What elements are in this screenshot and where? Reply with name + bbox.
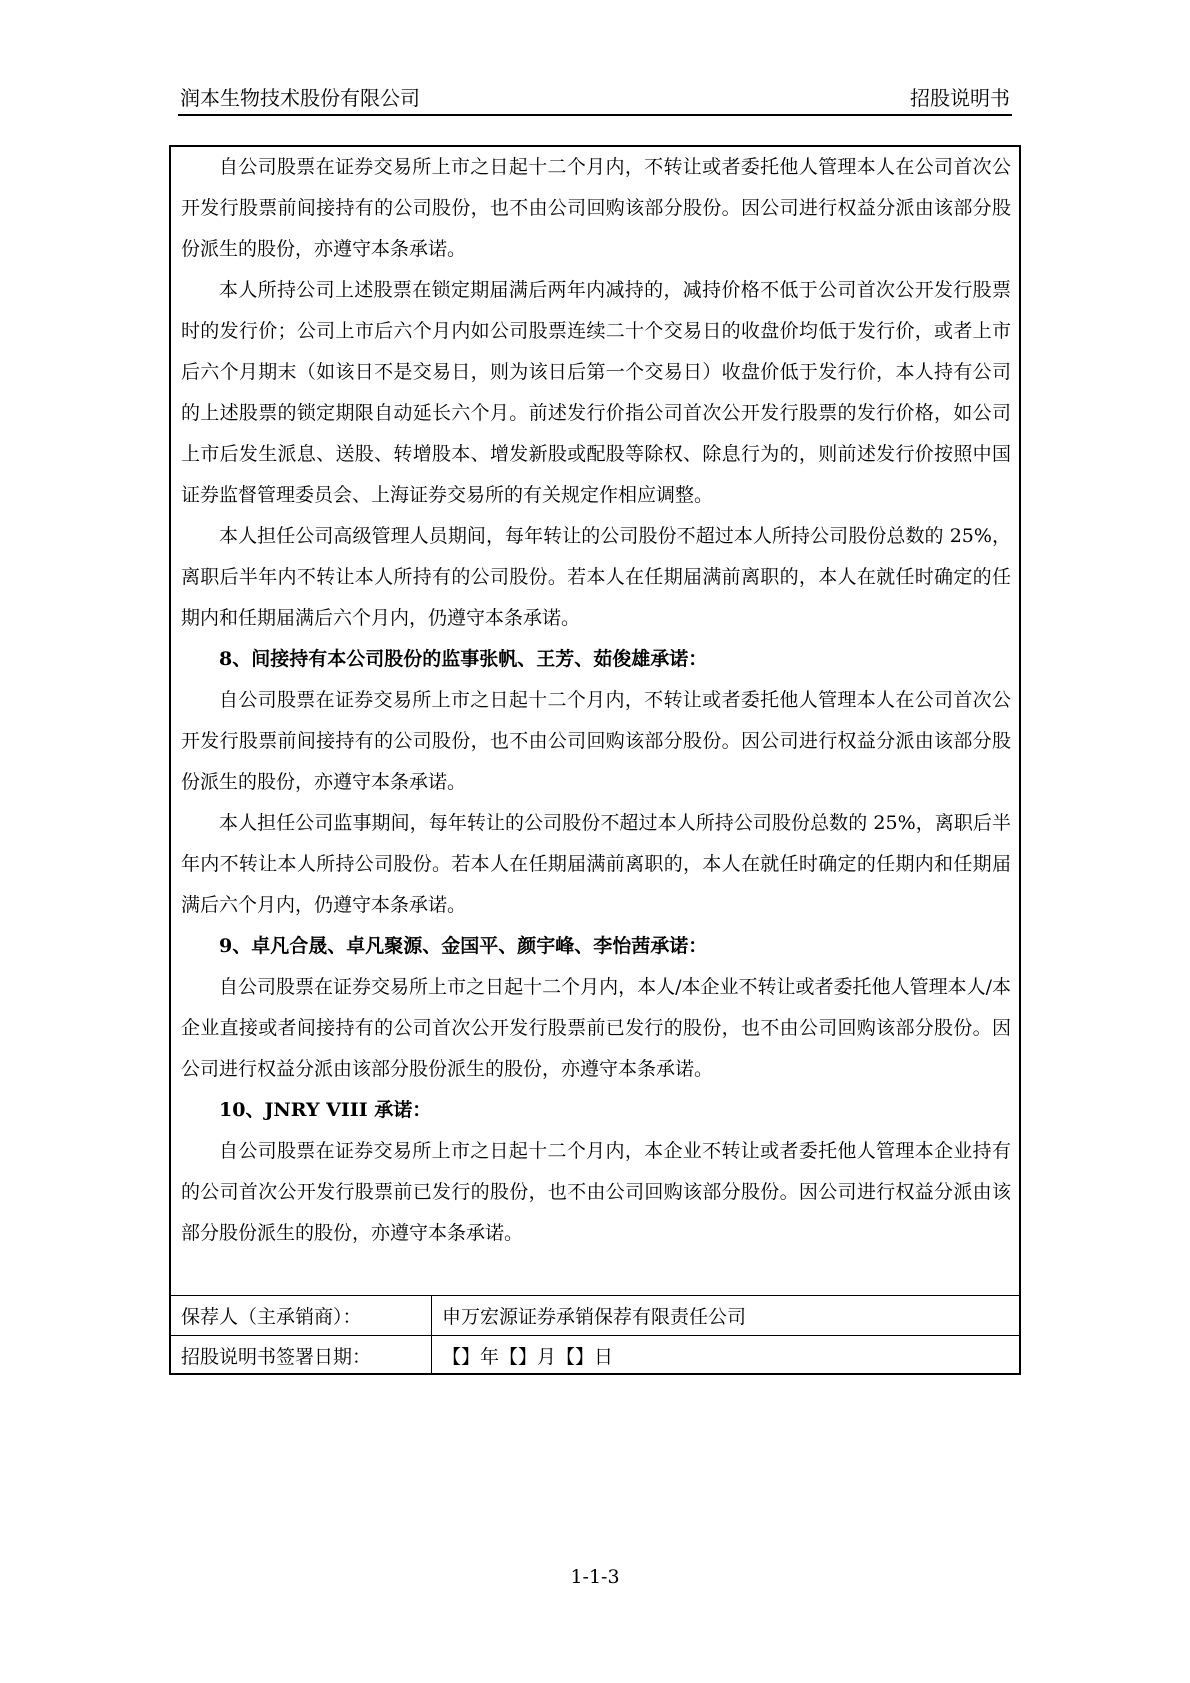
paragraph-supervisors-transfer: 本人担任公司监事期间，每年转让的公司股份不超过本人所持公司股份总数的 25%，离职后半年内不转让本人所持公司股份。若本人在任期届满前离职的，本人在就任时确定的任期内和任期届满后六个月内，仍遵守本条承诺。: [181, 812, 1011, 916]
paragraph-supervisors-lockup: 自公司股票在证券交易所上市之日起十二个月内，不转让或者委托他人管理本人在公司首次公开发行股票前间接持有的公司股份，也不由公司回购该部分股份。因公司进行权益分派由该部分股份派生的股份，亦遵守本条承诺。: [181, 689, 1011, 793]
date-label: 招股说明书签署日期：: [171, 1336, 432, 1376]
header-company: 润本生物技术股份有限公司: [180, 86, 420, 110]
sponsor-value: 申万宏源证券承销保荐有限责任公司: [432, 1296, 1020, 1336]
table-row: [171, 1296, 1019, 1336]
paragraph-jnry-lockup: 自公司股票在证券交易所上市之日起十二个月内，本企业不转让或者委托他人管理本企业持有的公司首次公开发行股票前已发行的股份，也不由公司回购该部分股份。因公司进行权益分派由该部分股份派生的股份，亦遵守本条承诺。: [181, 1140, 1011, 1244]
heading-item-10: 10、JNRY VIII 承诺：: [219, 1099, 432, 1121]
content-frame: [169, 145, 1021, 1375]
header-rule: [178, 114, 1012, 116]
heading-item-8: 8、间接持有本公司股份的监事张帆、王芳、茹俊雄承诺：: [219, 648, 708, 670]
date-value: 【】年【】月【】日: [432, 1336, 1020, 1376]
page-number: 1-1-3: [570, 1566, 620, 1588]
table-row: [171, 1336, 1019, 1376]
paragraph-reduction-price: 本人所持公司上述股票在锁定期届满后两年内减持的，减持价格不低于公司首次公开发行股票时的发行价；公司上市后六个月内如公司股票连续二十个交易日的收盘价均低于发行价，或者上市后六个月期末（如该日不是交易日，则为该日后第一个交易日）收盘价低于发行价，本人持有公司的上述股票的锁定期限自动延长六个月。前述发行价指公司首次公开发行股票的发行价格，如公司上市后发生派息、送股、转增股本、增发新股或配股等除权、除息行为的，则前述发行价按照中国证券监督管理委员会、上海证券交易所的有关规定作相应调整。: [181, 279, 1011, 506]
paragraph-senior-management: 本人担任公司高级管理人员期间，每年转让的公司股份不超过本人所持公司股份总数的 25%，离职后半年内不转让本人所持有的公司股份。若本人在任期届满前离职的，本人在就任时确定的任期内和任期届满后六个月内，仍遵守本条承诺。: [181, 525, 1011, 629]
paragraph-lockup-indirect: 自公司股票在证券交易所上市之日起十二个月内，不转让或者委托他人管理本人在公司首次公开发行股票前间接持有的公司股份，也不由公司回购该部分股份。因公司进行权益分派由该部分股份派生的股份，亦遵守本条承诺。: [181, 156, 1011, 260]
paragraph-shareholders-lockup: 自公司股票在证券交易所上市之日起十二个月内，本人/本企业不转让或者委托他人管理本人/本企业直接或者间接持有的公司首次公开发行股票前已发行的股份，也不由公司回购该部分股份。因公司进行权益分派由该部分股份派生的股份，亦遵守本条承诺。: [181, 976, 1011, 1080]
signature-table: [171, 1295, 1019, 1375]
header-doc-type: 招股说明书: [910, 86, 1010, 110]
heading-item-9: 9、卓凡合晟、卓凡聚源、金国平、颜宇峰、李怡茜承诺：: [219, 935, 708, 957]
sponsor-label: 保荐人（主承销商）：: [171, 1296, 432, 1336]
body-text: [181, 147, 1011, 1254]
